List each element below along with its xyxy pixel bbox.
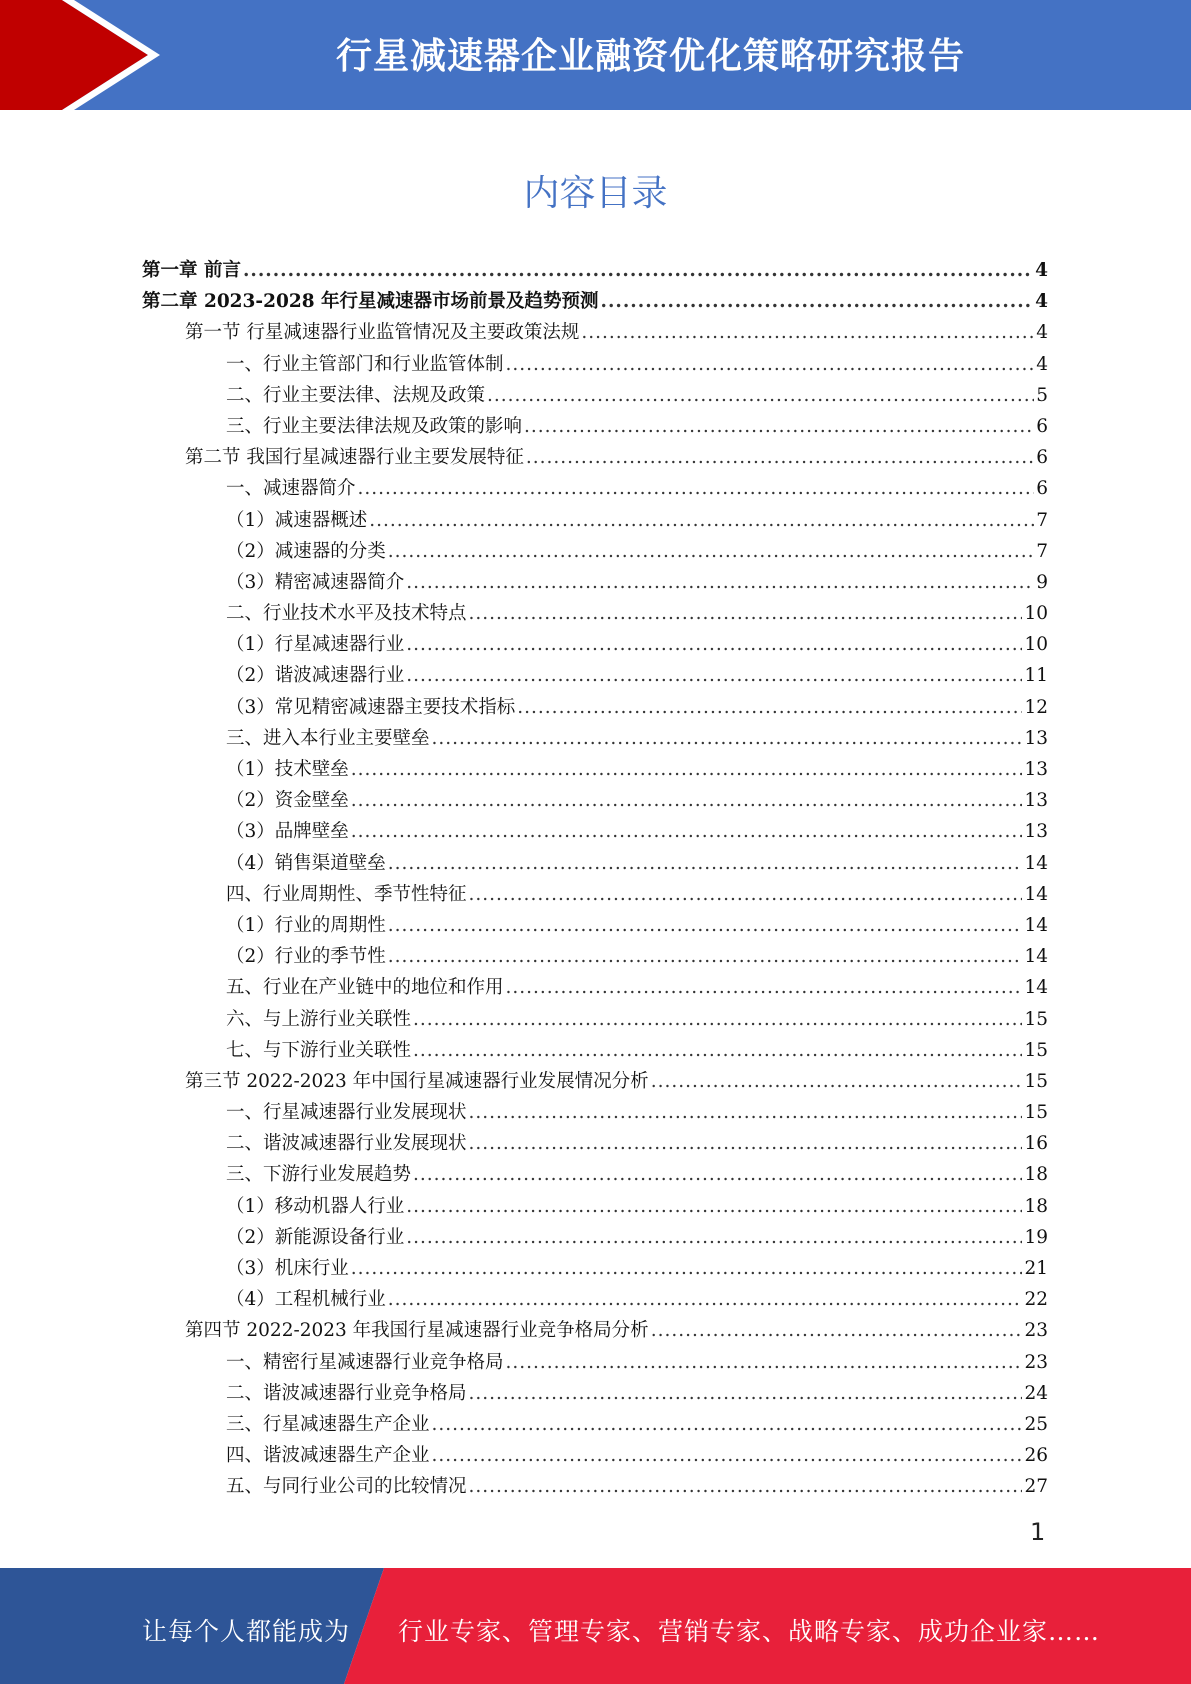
- toc-entry-title: 第四节 2022-2023 年我国行星减速器行业竞争格局分析: [185, 1320, 649, 1342]
- toc-entry-page: 15: [1024, 1102, 1048, 1124]
- toc-entry-page: 9: [1036, 571, 1048, 593]
- toc-entry[interactable]: [142, 536, 1048, 567]
- toc-entry[interactable]: [142, 1440, 1048, 1471]
- toc-entry-title: 四、谐波减速器生产企业: [226, 1445, 430, 1467]
- toc-entry[interactable]: [142, 848, 1048, 879]
- toc-entry-page: 21: [1024, 1258, 1048, 1279]
- toc-entry-page: 24: [1024, 1382, 1048, 1404]
- toc-dot-leader: [432, 1409, 1023, 1440]
- toc-entry-page: 11: [1024, 665, 1048, 687]
- toc-dot-leader: [506, 972, 1023, 1003]
- toc-entry[interactable]: [142, 1222, 1048, 1253]
- toc-entry-title: （3）品牌壁垒: [226, 821, 349, 843]
- toc-entry-page: 6: [1036, 415, 1048, 437]
- toc-dot-leader: [369, 505, 1034, 536]
- toc-entry[interactable]: [142, 1066, 1048, 1097]
- toc-entry-page: 13: [1024, 727, 1048, 749]
- toc-dot-leader: [487, 380, 1034, 411]
- toc-entry[interactable]: [142, 972, 1048, 1003]
- toc-dot-leader: [406, 660, 1022, 691]
- toc-entry[interactable]: [142, 317, 1048, 348]
- toc-entry-title: （2）新能源设备行业: [226, 1226, 405, 1248]
- toc-entry-title: 二、谐波减速器行业发展现状: [226, 1133, 467, 1155]
- toc-entry-page: 12: [1024, 696, 1048, 718]
- toc-entry[interactable]: [142, 442, 1048, 473]
- toc-dot-leader: [413, 1004, 1022, 1035]
- toc-entry[interactable]: [142, 879, 1048, 910]
- toc-dot-leader: [601, 286, 1034, 317]
- toc-dot-leader: [413, 1035, 1022, 1066]
- toc-entry-page: 19: [1024, 1226, 1048, 1248]
- toc-entry-title: 一、行星减速器行业发展现状: [226, 1102, 467, 1124]
- toc-entry-title: 第二节 我国行星减速器行业主要发展特征: [185, 447, 524, 469]
- toc-entry-page: 18: [1024, 1195, 1048, 1217]
- toc-entry-page: 4: [1036, 322, 1048, 344]
- toc-entry-title: 二、行业主要法律、法规及政策: [226, 384, 486, 406]
- toc-entry-page: 26: [1024, 1445, 1048, 1467]
- toc-entry[interactable]: [142, 349, 1048, 380]
- toc-entry-page: 13: [1024, 759, 1048, 780]
- toc-entry-title: 四、行业周期性、季节性特征: [226, 883, 467, 905]
- toc-entry[interactable]: [142, 1347, 1048, 1378]
- toc-dot-leader: [413, 1159, 1022, 1190]
- toc-entry[interactable]: [142, 505, 1048, 536]
- toc-entry-title: （1）行星减速器行业: [226, 634, 405, 656]
- toc-entry-page: 22: [1024, 1289, 1048, 1311]
- toc-entry-page: 4: [1036, 353, 1048, 375]
- toc-entry[interactable]: [142, 286, 1048, 317]
- toc-entry[interactable]: [142, 1004, 1048, 1035]
- toc-dot-leader: [388, 848, 1023, 879]
- toc-dot-leader: [388, 941, 1023, 972]
- toc-entry[interactable]: [142, 1159, 1048, 1190]
- toc-entry[interactable]: [142, 1191, 1048, 1222]
- toc-entry[interactable]: [142, 723, 1048, 754]
- toc-entry[interactable]: [142, 1409, 1048, 1440]
- toc-dot-leader: [524, 411, 1034, 442]
- toc-dot-leader: [388, 536, 1034, 567]
- toc-entry-title: （3）机床行业: [226, 1258, 349, 1279]
- toc-entry-title: 三、行业主要法律法规及政策的影响: [226, 415, 523, 437]
- toc-dot-leader: [469, 1097, 1023, 1128]
- toc-dot-leader: [351, 785, 1023, 816]
- footer-slogan-right: 行业专家、管理专家、营销专家、战略专家、成功企业家……: [398, 1617, 1101, 1646]
- toc-entry[interactable]: [142, 380, 1048, 411]
- toc-dot-leader: [432, 723, 1023, 754]
- toc-entry-title: 七、与下游行业关联性: [226, 1039, 412, 1061]
- toc-dot-leader: [469, 879, 1023, 910]
- toc-dot-leader: [469, 1471, 1023, 1502]
- toc-entry-title: （3）精密减速器简介: [226, 571, 405, 593]
- toc-entry-page: 10: [1024, 603, 1048, 625]
- toc-entry-title: 三、进入本行业主要壁垒: [226, 727, 430, 749]
- red-chevron-logo: [0, 0, 160, 110]
- toc-dot-leader: [469, 1378, 1023, 1409]
- toc-entry[interactable]: [142, 754, 1048, 785]
- toc-entry-page: 14: [1024, 977, 1048, 999]
- toc-entry-title: 五、行业在产业链中的地位和作用: [226, 977, 504, 999]
- toc-dot-leader: [351, 754, 1023, 785]
- toc-entry-title: 五、与同行业公司的比较情况: [226, 1476, 467, 1498]
- toc-entry-page: 5: [1036, 384, 1048, 406]
- toc-entry-title: （2）谐波减速器行业: [226, 665, 405, 687]
- toc-entry-page: 13: [1024, 790, 1048, 812]
- toc-dot-leader: [388, 910, 1023, 941]
- toc-dot-leader: [526, 442, 1034, 473]
- toc-entry-title: 一、行业主管部门和行业监管体制: [226, 353, 504, 375]
- toc-dot-leader: [469, 598, 1023, 629]
- toc-entry[interactable]: [142, 598, 1048, 629]
- toc-entry[interactable]: [142, 785, 1048, 816]
- toc-entry-page: 4: [1035, 291, 1048, 313]
- table-of-contents: [142, 255, 1048, 1503]
- toc-dot-leader: [406, 629, 1022, 660]
- toc-entry-title: 三、下游行业发展趋势: [226, 1164, 412, 1186]
- toc-entry-page: 4: [1035, 260, 1048, 281]
- toc-entry[interactable]: [142, 1284, 1048, 1315]
- toc-entry-title: 第二章 2023-2028 年行星减速器市场前景及趋势预测: [142, 291, 599, 313]
- toc-entry-title: 第一节 行星减速器行业监管情况及主要政策法规: [185, 322, 580, 344]
- page-number: 1: [1030, 1518, 1046, 1546]
- toc-entry[interactable]: [142, 1471, 1048, 1502]
- toc-dot-leader: [517, 692, 1022, 723]
- toc-dot-leader: [469, 1128, 1023, 1159]
- toc-entry[interactable]: [142, 1378, 1048, 1409]
- toc-entry[interactable]: [142, 1035, 1048, 1066]
- toc-entry-page: 6: [1036, 447, 1048, 469]
- toc-dot-leader: [506, 349, 1035, 380]
- toc-entry-page: 13: [1024, 821, 1048, 843]
- footer-band: [0, 1568, 1191, 1684]
- toc-entry-page: 25: [1024, 1413, 1048, 1435]
- toc-entry-title: （4）销售渠道壁垒: [226, 852, 386, 874]
- toc-entry-page: 14: [1024, 946, 1048, 968]
- toc-entry-title: 三、行星减速器生产企业: [226, 1413, 430, 1435]
- toc-entry-title: （2）行业的季节性: [226, 946, 386, 968]
- toc-entry-title: （1）减速器概述: [226, 509, 368, 531]
- toc-entry[interactable]: [142, 473, 1048, 504]
- toc-dot-leader: [651, 1066, 1023, 1097]
- toc-entry-title: （1）移动机器人行业: [226, 1195, 405, 1217]
- toc-entry-page: 14: [1024, 914, 1048, 936]
- toc-entry[interactable]: [142, 1128, 1048, 1159]
- footer-slogan-left: 让每个人都能成为: [142, 1617, 351, 1646]
- toc-entry-title: （1）技术壁垒: [226, 759, 349, 780]
- toc-entry[interactable]: [142, 1097, 1048, 1128]
- toc-entry-page: 16: [1024, 1133, 1048, 1155]
- toc-entry-page: 23: [1024, 1351, 1048, 1373]
- toc-entry[interactable]: [142, 1253, 1048, 1284]
- toc-dot-leader: [351, 816, 1023, 847]
- toc-entry[interactable]: [142, 411, 1048, 442]
- toc-entry-page: 18: [1024, 1164, 1048, 1186]
- toc-entry[interactable]: [142, 255, 1048, 286]
- toc-entry-title: （4）工程机械行业: [226, 1289, 386, 1311]
- toc-entry-title: （2）资金壁垒: [226, 790, 349, 812]
- toc-dot-leader: [432, 1440, 1023, 1471]
- toc-dot-leader: [358, 473, 1035, 504]
- toc-entry[interactable]: [142, 567, 1048, 598]
- toc-entry-title: 一、减速器简介: [226, 478, 356, 500]
- toc-entry-title: （3）常见精密减速器主要技术指标: [226, 696, 516, 718]
- toc-entry-title: （2）减速器的分类: [226, 540, 386, 562]
- toc-entry[interactable]: [142, 1315, 1048, 1346]
- toc-entry-page: 15: [1024, 1070, 1048, 1092]
- toc-entry[interactable]: [142, 692, 1048, 723]
- toc-entry-page: 7: [1036, 540, 1048, 562]
- toc-dot-leader: [243, 255, 1033, 286]
- toc-entry-title: 六、与上游行业关联性: [226, 1008, 412, 1030]
- toc-entry-title: 第三节 2022-2023 年中国行星减速器行业发展情况分析: [185, 1070, 649, 1092]
- toc-entry-title: 第一章 前言: [142, 260, 241, 281]
- toc-entry[interactable]: [142, 910, 1048, 941]
- toc-entry-page: 6: [1036, 478, 1048, 500]
- header-band: [0, 0, 1191, 110]
- toc-dot-leader: [506, 1347, 1023, 1378]
- toc-entry[interactable]: [142, 660, 1048, 691]
- report-title: 行星减速器企业融资优化策略研究报告: [335, 36, 965, 77]
- toc-entry-page: 7: [1036, 509, 1048, 531]
- toc-entry-title: （1）行业的周期性: [226, 914, 386, 936]
- toc-entry-title: 二、行业技术水平及技术特点: [226, 603, 467, 625]
- toc-entry-title: 二、谐波减速器行业竞争格局: [226, 1382, 467, 1404]
- toc-entry-page: 10: [1024, 634, 1048, 656]
- toc-entry-page: 27: [1024, 1476, 1048, 1498]
- toc-dot-leader: [581, 317, 1034, 348]
- toc-entry-page: 23: [1024, 1320, 1048, 1342]
- toc-dot-leader: [406, 567, 1034, 598]
- toc-entry[interactable]: [142, 816, 1048, 847]
- toc-dot-leader: [388, 1284, 1023, 1315]
- toc-entry-page: 14: [1024, 852, 1048, 874]
- toc-entry[interactable]: [142, 941, 1048, 972]
- toc-dot-leader: [406, 1222, 1022, 1253]
- toc-entry-page: 15: [1024, 1039, 1048, 1061]
- toc-entry-page: 14: [1024, 883, 1048, 905]
- toc-heading: 内容目录: [523, 173, 668, 214]
- toc-dot-leader: [406, 1191, 1022, 1222]
- toc-dot-leader: [351, 1253, 1023, 1284]
- toc-entry-page: 15: [1024, 1008, 1048, 1030]
- toc-dot-leader: [651, 1315, 1023, 1346]
- toc-entry-title: 一、精密行星减速器行业竞争格局: [226, 1351, 504, 1373]
- toc-entry[interactable]: [142, 629, 1048, 660]
